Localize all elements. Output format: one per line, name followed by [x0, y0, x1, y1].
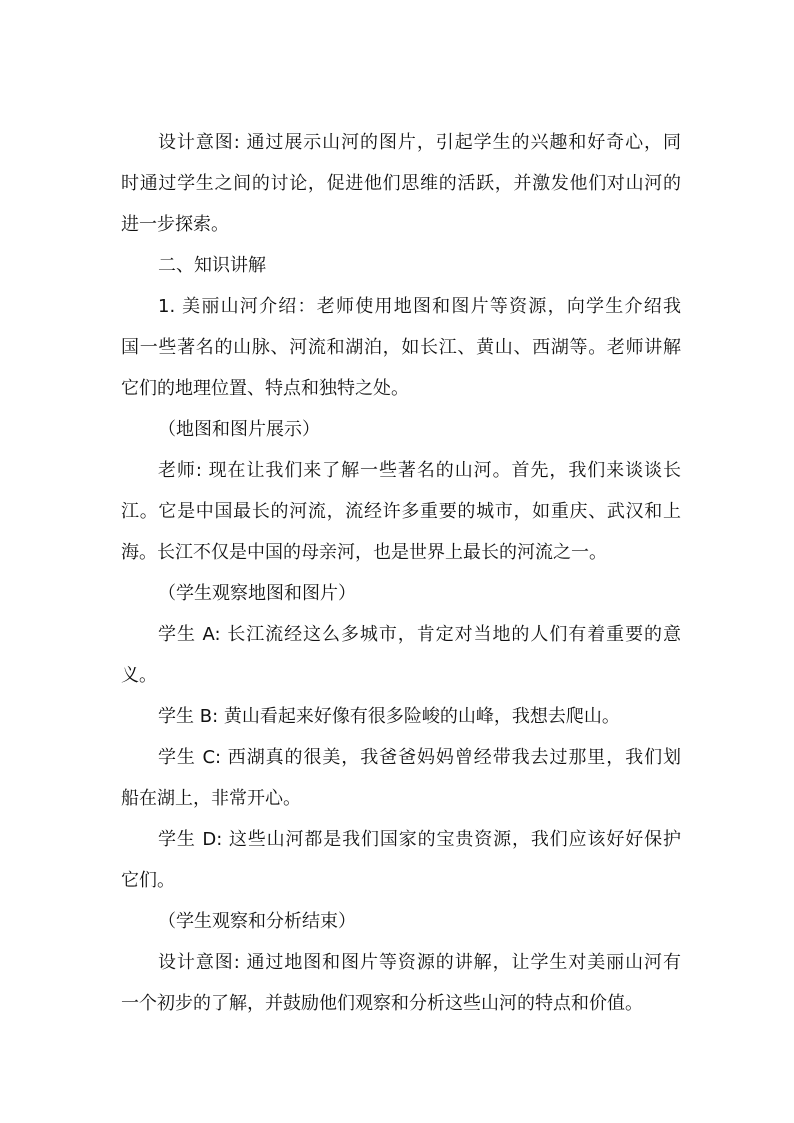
- text-line: （学生观察和分析结束）: [158, 911, 356, 932]
- text-line: （学生观察地图和图片）: [158, 583, 356, 604]
- text-line: 它们的地理位置、特点和独特之处。: [121, 378, 409, 399]
- text-line: 它们。: [121, 870, 175, 891]
- text-line: 海。长江不仅是中国的母亲河，也是世界上最长的河流之一。: [121, 542, 607, 563]
- text-line: 船在湖上，非常开心。: [121, 788, 301, 809]
- paragraph: [121, 901, 681, 942]
- text-line: 设计意图: 通过展示山河的图片，引起学生的兴趣和好奇心，同: [158, 132, 681, 153]
- paragraph: [121, 122, 681, 245]
- text-line: （地图和图片展示）: [158, 419, 320, 440]
- text-line: 一个初步的了解，并鼓励他们观察和分析这些山河的特点和价值。: [121, 993, 643, 1014]
- text-line: 二、知识讲解: [158, 255, 266, 276]
- text-line: 学生 D: 这些山河都是我们国家的宝贵资源，我们应该好好保护: [158, 829, 681, 850]
- text-line: 国一些著名的山脉、河流和湖泊，如长江、黄山、西湖等。老师讲解: [121, 337, 681, 358]
- text-line: 1. 美丽山河介绍：老师使用地图和图片等资源，向学生介绍我: [158, 296, 681, 317]
- paragraph: [121, 696, 681, 737]
- paragraph: [121, 614, 681, 696]
- text-line: 义。: [121, 665, 157, 686]
- text-line: 进一步探索。: [121, 214, 229, 235]
- paragraph: [121, 942, 681, 1024]
- paragraph: [121, 819, 681, 901]
- paragraph: [121, 737, 681, 819]
- text-line: 设计意图: 通过地图和图片等资源的讲解，让学生对美丽山河有: [158, 952, 681, 973]
- text-line: 江。它是中国最长的河流，流经许多重要的城市，如重庆、武汉和上: [121, 501, 681, 522]
- text-line: 老师: 现在让我们来了解一些著名的山河。首先，我们来谈谈长: [158, 460, 681, 481]
- paragraph: [121, 245, 681, 286]
- text-line: 学生 C: 西湖真的很美，我爸爸妈妈曾经带我去过那里，我们划: [158, 747, 681, 768]
- paragraph: [121, 409, 681, 450]
- paragraph: [121, 573, 681, 614]
- paragraph: [121, 450, 681, 573]
- text-line: 学生 B: 黄山看起来好像有很多险峻的山峰，我想去爬山。: [158, 706, 620, 727]
- text-line: 时通过学生之间的讨论，促进他们思维的活跃，并激发他们对山河的: [121, 173, 681, 194]
- paragraph: [121, 286, 681, 409]
- text-line: 学生 A: 长江流经这么多城市，肯定对当地的人们有着重要的意: [158, 624, 681, 645]
- document-page: [121, 122, 681, 1024]
